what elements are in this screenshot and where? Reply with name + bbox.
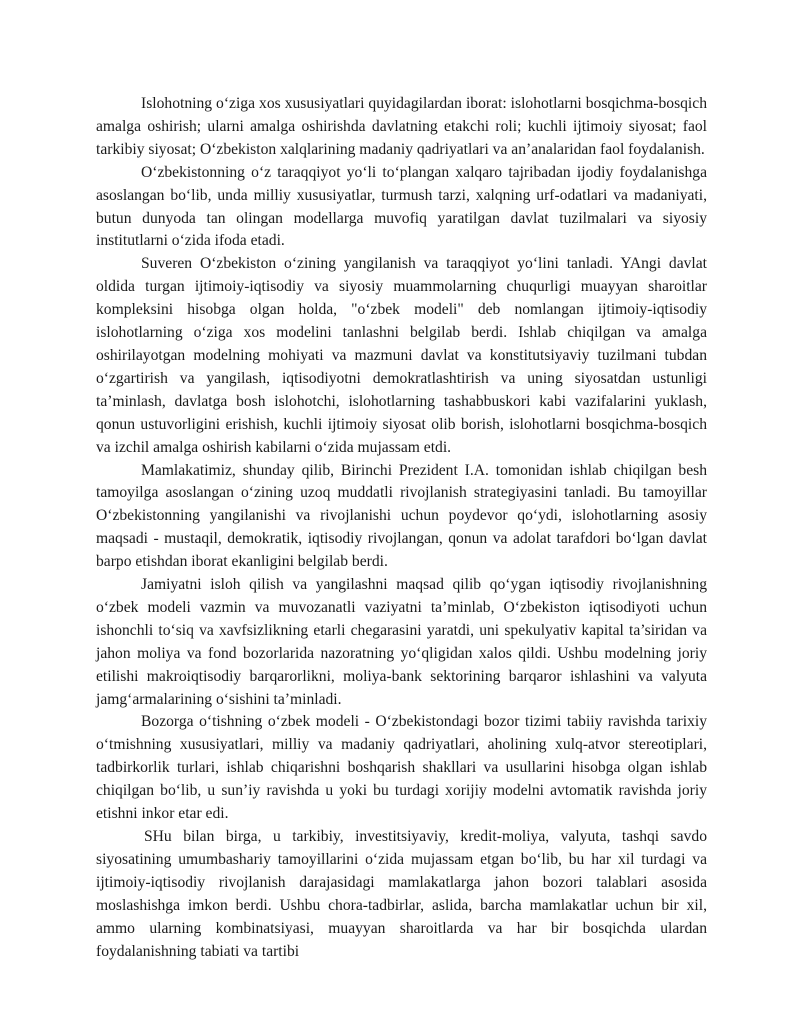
paragraph: SHu bilan birga, u tarkibiy, investitsiyaviy, kredit-moliya, valyuta, tashqi savdo siyosatining umumbashariy tamoyillarini o‘zida mujassam etgan bo‘lib, bu har xil turdagi va ijtimoiy-iqtisodiy rivojlanish darajasidagi mamlakatlarga jahon bozori talablari asosida moslashishga imkon berdi. Ushbu chora-tadbirlar, aslida, barcha mamlakatlar uchun bir xil, ammo ularning kombinatsiyasi, muayyan sharoitlarda va har bir bosqichda ulardan foydalanishning tabiati va tartibi bbox=[96, 828, 707, 960]
document-body bbox=[96, 93, 707, 963]
paragraph: O‘zbekistonning o‘z taraqqiyot yo‘li to‘plangan xalqaro tajribadan ijodiy foydalanishga asoslangan bo‘lib, unda milliy xususiyatlar, turmush tarzi, xalqning urf-odatlari va madaniyati, butun dunyoda tan olingan modellarga muvofiq yaratilgan davlat tuzilmalari va siyosiy institutlarni o‘zida ifoda etadi. bbox=[96, 163, 707, 250]
paragraph: Islohotning o‘ziga xos xususiyatlari quyidagilardan iborat: islohotlarni bosqichma-bosqich amalga oshirish; ularni amalga oshirishda davlatning etakchi roli; kuchli ijtimoiy siyosat; faol tarkibiy siyosat; O‘zbekiston xalqlarining madaniy qadriyatlari va an’analaridan faol foydalanish. bbox=[96, 95, 707, 158]
paragraph: Mamlakatimiz, shunday qilib, Birinchi Prezident I.A. tomonidan ishlab chiqilgan besh tamoyilga asoslangan o‘zining uzoq muddatli rivojlanish strategiyasini tanladi. Bu tamoyillar O‘zbekistonning yangilanishi va rivojlanishi uchun poydevor qo‘ydi, islohotlarning asosiy maqsadi - mustaqil, demokratik, iqtisodiy rivojlangan, qonun va adolat tarafdori bo‘lgan davlat barpo etishdan iborat ekanligini belgilab berdi. bbox=[96, 461, 707, 571]
paragraph: Bozorga o‘tishning o‘zbek modeli - O‘zbekistondagi bozor tizimi tabiiy ravishda tarixiy o‘tmishning xususiyatlari, milliy va madaniy qadriyatlari, aholining xulq-atvor stereotiplari, tadbirkorlik turlari, ishlab chiqarishni boshqarish shakllari va usullarini hisobga olgan ishlab chiqilgan bo‘lib, u sun’iy ravishda u yoki bu turdagi xorijiy modelni avtomatik ravishda joriy etishni inkor etar edi. bbox=[96, 713, 707, 823]
paragraph: Jamiyatni isloh qilish va yangilashni maqsad qilib qo‘ygan iqtisodiy rivojlanishning o‘zbek modeli vazmin va muvozanatli vaziyatni ta’minlab, O‘zbekiston iqtisodiyoti uchun ishonchli to‘siq va xavfsizlikning etarli chegarasini yaratdi, uni spekulyativ kapital ta’siridan va jahon moliya va fond bozorlarida nazoratning yo‘qligidan xalos qildi. Ushbu modelning joriy etilishi makroiqtisodiy barqarorlikni, moliya-bank sektorining barqaror ishlashini va valyuta jamg‘armalarining o‘sishini ta’minladi. bbox=[96, 576, 707, 708]
paragraph: Suveren O‘zbekiston o‘zining yangilanish va taraqqiyot yo‘lini tanladi. YAngi davlat oldida turgan ijtimoiy-iqtisodiy va siyosiy muammolarning chuqurligi muayyan sharoitlar kompleksini hisobga olgan holda, "o‘zbek modeli" deb nomlangan ijtimoiy-iqtisodiy islohotlarning o‘ziga xos modelini tanlashni belgilab berdi. Ishlab chiqilgan va amalga oshirilayotgan modelning mohiyati va mazmuni davlat va konstitutsiyaviy tuzilmani tubdan o‘zgartirish va yangilash, iqtisodiyotni demokratlashtirish va uning siyosatdan ustunligi ta’minlash, davlatga bosh islohotchi, islohotlarning tashabbuskori kabi vazifalarini yuklash, qonun ustuvorligini erishish, kuchli ijtimoiy siyosat olib borish, islohotlarni bosqichma-bosqich va izchil amalga oshirish kabilarni o‘zida mujassam etdi. bbox=[96, 255, 707, 456]
